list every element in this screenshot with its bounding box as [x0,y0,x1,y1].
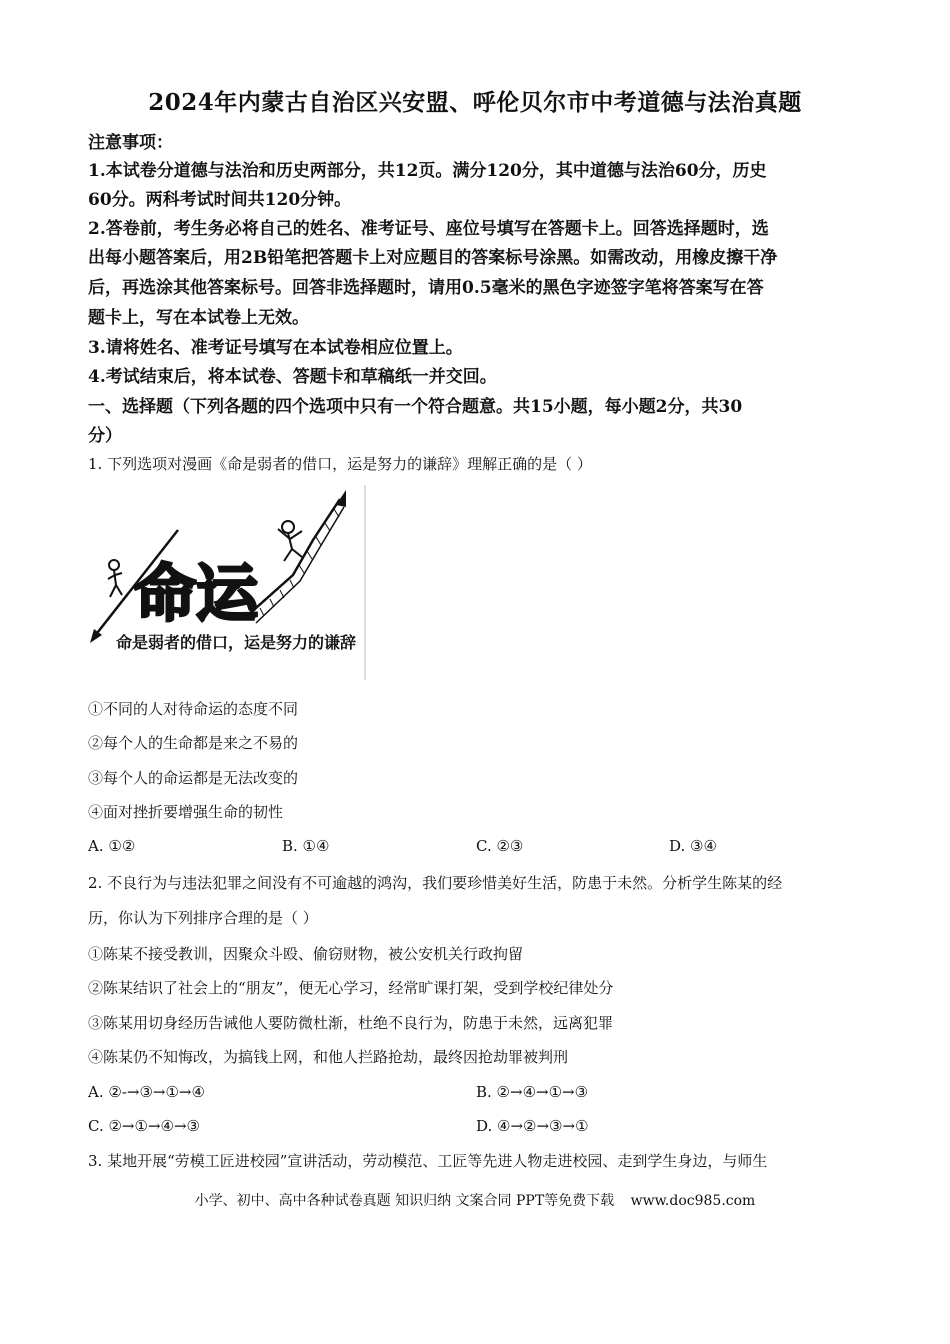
q2-option-c: C. ②→①→④→③ [88,1117,200,1135]
question-1-stem: 1. 下列选项对漫画《命是弱者的借口，运是努力的谦辞》理解正确的是（ ） [88,455,592,473]
fate-big-text: 命运 [134,557,259,630]
q2-option-b: B. ②→④→①→③ [476,1083,589,1101]
notice-line: 1.本试卷分道德与法治和历史两部分，共12页。满分120分，其中道德与法治60分，历史 [88,161,767,181]
notice-line: 2.答卷前，考生务必将自己的姓名、准考证号、座位号填写在答题卡上。回答选择题时，选 [88,219,769,239]
q2-statement: ④陈某仍不知悔改，为搞钱上网，和他人拦路抢劫，最终因抢劫罪被判刑 [88,1048,569,1066]
q2-statement: ③陈某用切身经历告诫他人要防微杜渐，杜绝不良行为，防患于未然，远离犯罪 [88,1014,614,1032]
q1-statement: ③每个人的命运都是无法改变的 [88,769,299,787]
q2-option-a: A. ②-→③→①→④ [88,1083,205,1101]
notice-line: 后，再选涂其他答案标号。回答非选择题时，请用0.5毫米的黑色字迹签字笔将答案写在答 [88,278,764,298]
falling-person-icon [108,560,122,597]
question-3-stem: 3. 某地开展“劳模工匠进校园”宣讲活动，劳动模范、工匠等先进人物走进校园、走到学生身边，与师生 [88,1152,768,1170]
q2-statement: ①陈某不接受教训，因聚众斗殴、偷窃财物，被公安机关行政拘留 [88,945,524,963]
notice-heading: 注意事项： [88,133,173,153]
notice-line: 3.请将姓名、准考证号填写在本试卷相应位置上。 [88,338,463,358]
up-arrow-line [248,499,340,615]
q1-option-d: D. ③④ [669,837,717,855]
q1-statement: ②每个人的生命都是来之不易的 [88,734,299,752]
q1-statement: ①不同的人对待命运的态度不同 [88,700,299,718]
notice-line: 出每小题答案后，用2B铅笔把答题卡上对应题目的答案标号涂黑。如需改动，用橡皮擦干净 [88,248,778,268]
q1-option-c: C. ②③ [476,837,524,855]
q1-statement: ④面对挫折要增强生命的韧性 [88,803,284,821]
cartoon-caption: 命是弱者的借口，运是努力的谦辞 [116,633,357,652]
climbing-person-icon [278,521,302,561]
q2-statement: ②陈某结识了社会上的“朋友”，便无心学习，经常旷课打架，受到学校纪律处分 [88,979,614,997]
footer-text: 小学、初中、高中各种试卷真题 知识归纳 文案合同 PPT等免费下载 [194,1193,615,1209]
notice-line: 题卡上，写在本试卷上无效。 [88,308,309,328]
up-arrow-head [336,490,346,507]
q1-option-b: B. ①④ [282,837,330,855]
page-title: 2024年内蒙古自治区兴安盟、呼伦贝尔市中考道德与法治真题 [148,89,802,116]
notice-line: 60分。两科考试时间共120分钟。 [88,190,352,210]
q1-option-a: A. ①② [88,837,136,855]
question-2-stem: 2. 不良行为与违法犯罪之间没有不可逾越的鸿沟，我们要珍惜美好生活，防患于未然。分析学生陈某的经 [88,874,783,892]
page-footer [0,1190,950,1210]
section-heading-cont: 分） [88,426,122,446]
question-2-stem-cont: 历，你认为下列排序合理的是（ ） [88,909,318,927]
footer-site-link[interactable]: www.doc985.com [630,1193,756,1209]
notice-line: 4.考试结束后，将本试卷、答题卡和草稿纸一并交回。 [88,367,497,387]
q2-option-d: D. ④→②→③→① [476,1117,589,1135]
section-heading: 一、选择题（下列各题的四个选项中只有一个符合题意。共15小题，每小题2分，共30 [88,397,743,417]
